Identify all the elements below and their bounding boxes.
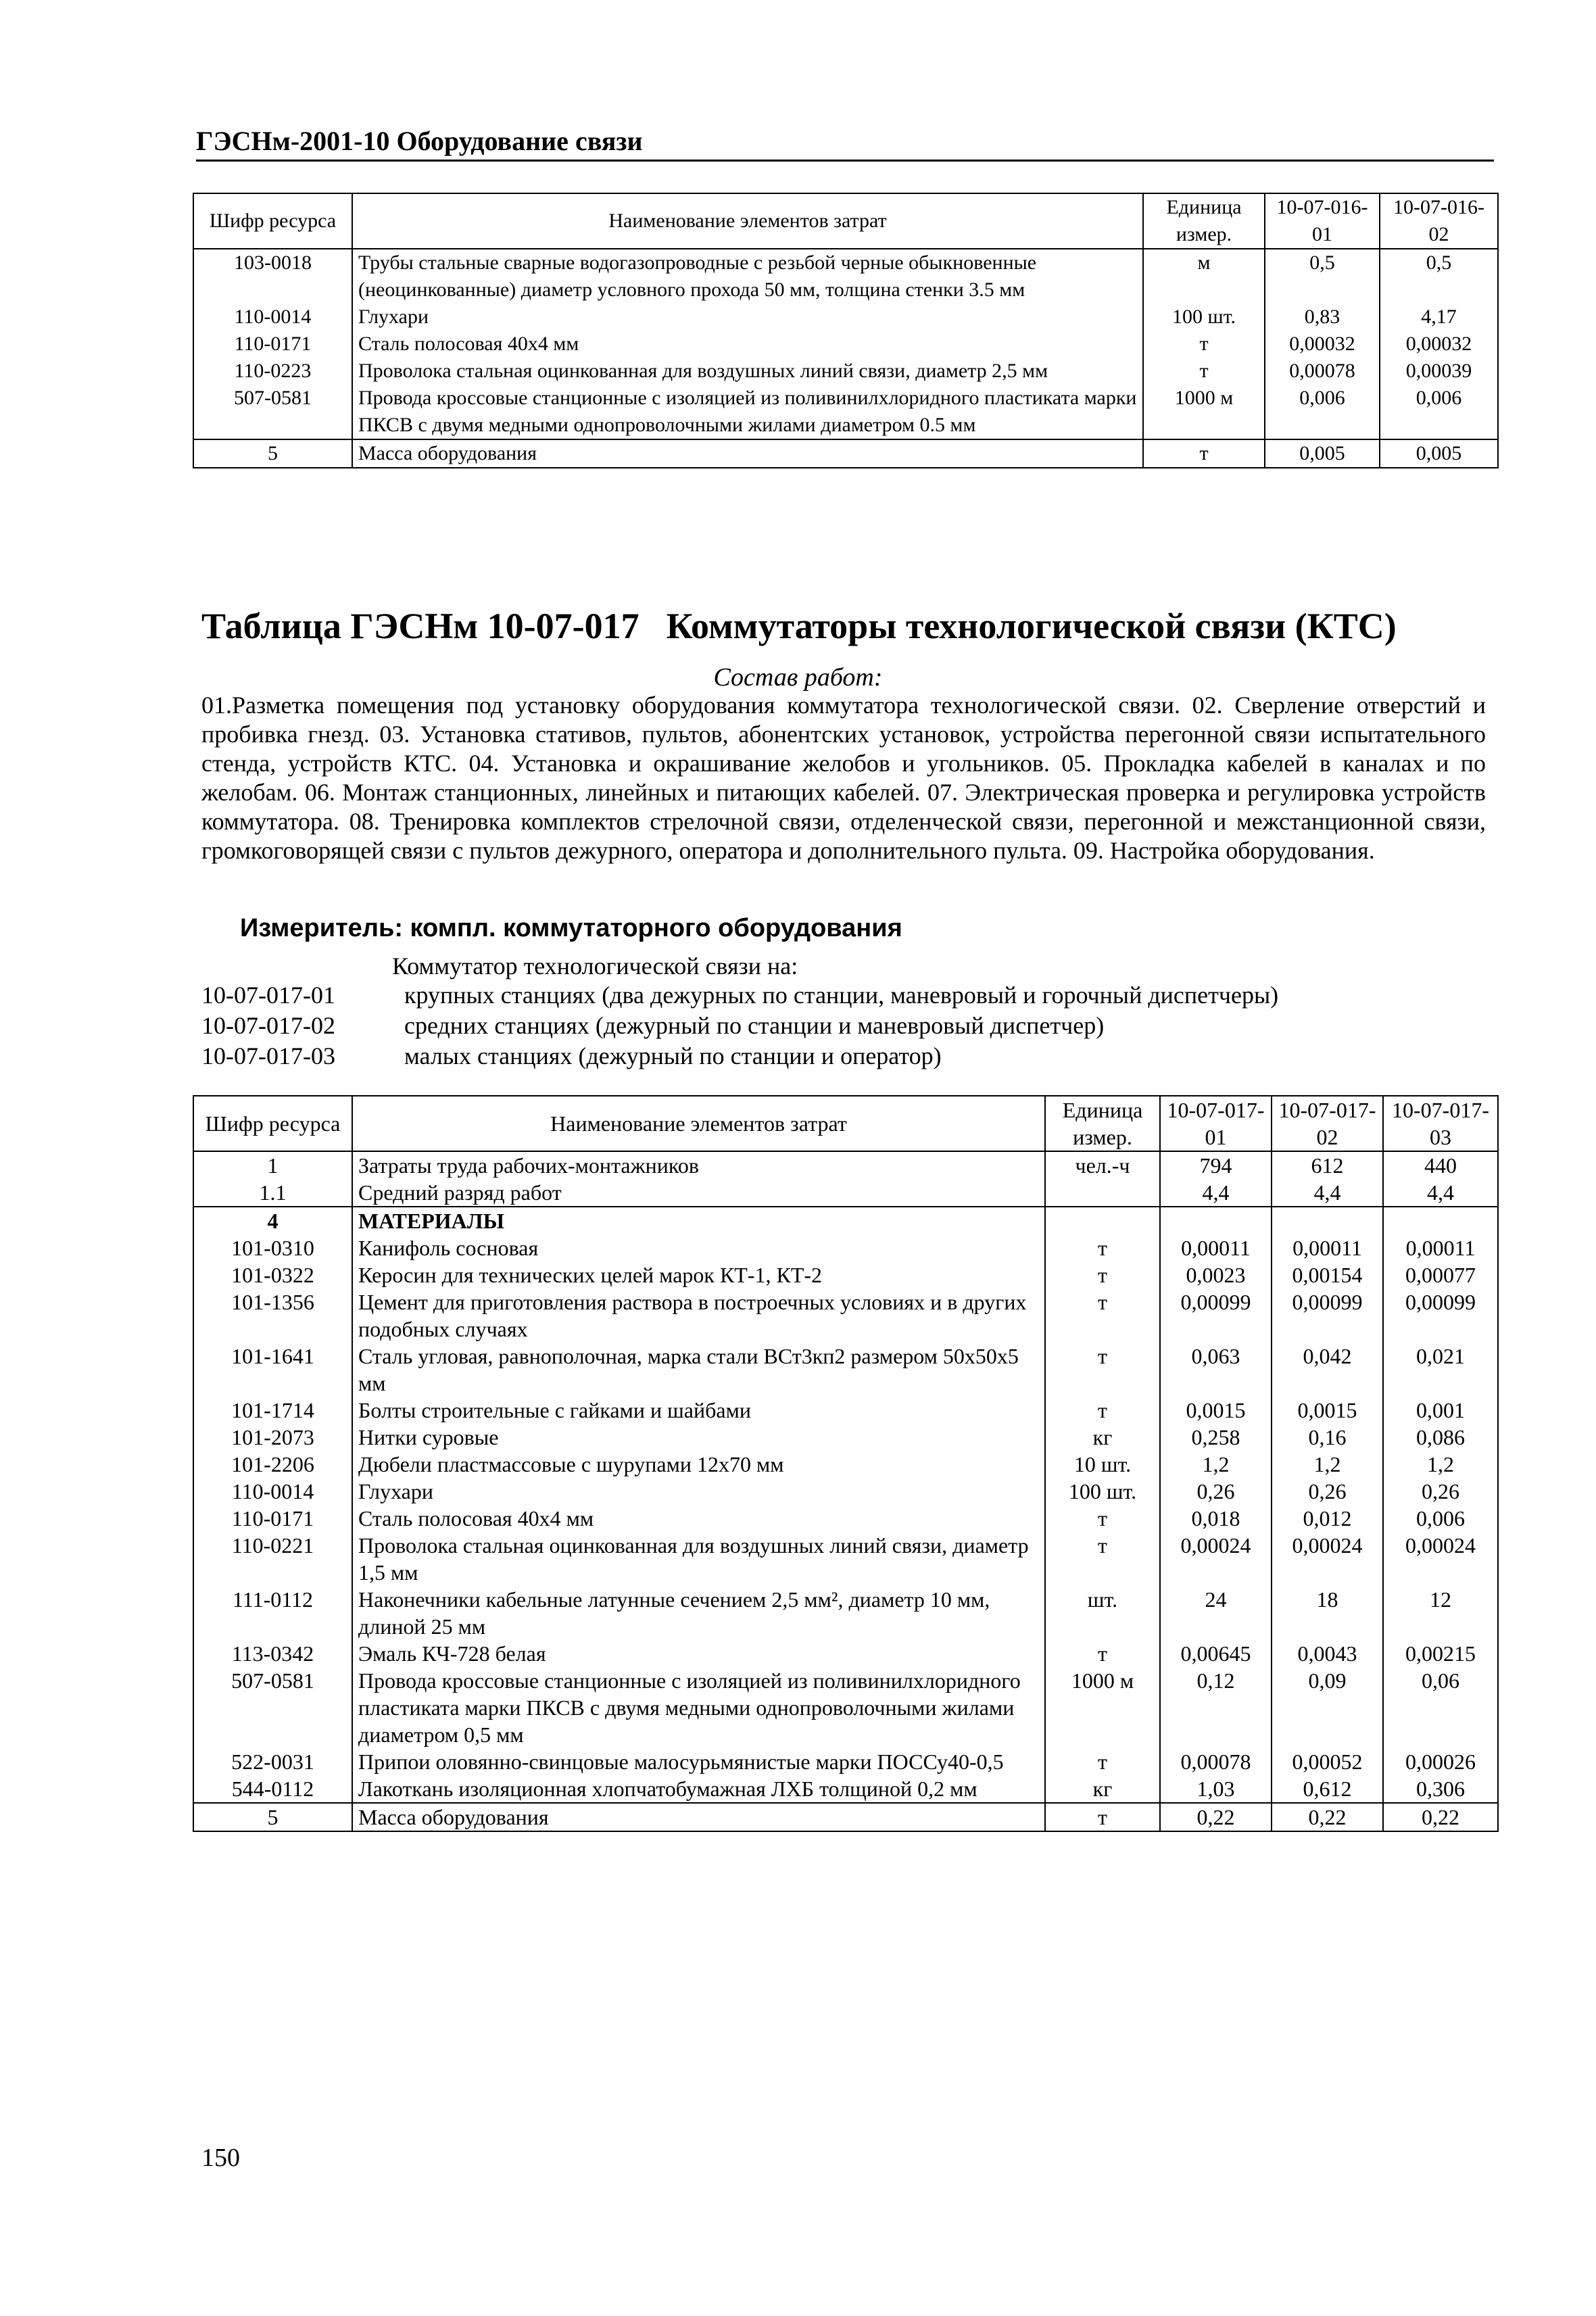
value-cell: 0,0043 [1272, 1640, 1383, 1667]
value-cell: 0,00011 [1272, 1234, 1383, 1261]
resource-code: 111-0112 [193, 1586, 352, 1640]
resource-code: 101-1641 [193, 1343, 352, 1397]
cost-element-name: Средний разряд работ [352, 1179, 1045, 1207]
item-text: средних станциях (дежурный по станции и маневровый диспетчер) [404, 1012, 1105, 1039]
column-header: Наименование элементов затрат [352, 1096, 1045, 1151]
value-cell [1383, 1207, 1498, 1234]
unit-cell: шт. [1045, 1586, 1160, 1640]
value-cell: 0,063 [1160, 1343, 1272, 1397]
value-cell: 24 [1160, 1586, 1272, 1640]
value-cell: 0,005 [1265, 439, 1380, 468]
value-cell: 0,16 [1272, 1424, 1383, 1451]
column-header: 10-07-016-02 [1380, 193, 1498, 249]
value-cell: 0,006 [1380, 385, 1498, 439]
value-cell: 0,306 [1383, 1775, 1498, 1803]
resource-code: 5 [193, 1803, 352, 1831]
value-cell: 0,00078 [1160, 1748, 1272, 1775]
value-cell: 0,042 [1272, 1343, 1383, 1397]
resource-code: 507-0581 [193, 385, 352, 439]
table-row [193, 304, 1498, 331]
value-cell: 4,4 [1272, 1179, 1383, 1207]
column-header: 10-07-017-03 [1383, 1096, 1498, 1151]
unit-cell: т [1045, 1397, 1160, 1424]
unit-cell [1045, 1179, 1160, 1207]
column-header: Единица измер. [1143, 193, 1265, 249]
item-code: 10-07-017-03 [201, 1042, 335, 1069]
value-cell: 0,00011 [1160, 1234, 1272, 1261]
column-header: 10-07-016-01 [1265, 193, 1380, 249]
value-cell: 440 [1383, 1151, 1498, 1179]
table-row [193, 1478, 1498, 1505]
value-cell: 0,00099 [1383, 1288, 1498, 1343]
unit-cell: т [1143, 331, 1265, 358]
unit-cell: м [1143, 249, 1265, 304]
value-cell: 0,06 [1383, 1667, 1498, 1748]
unit-cell: т [1143, 358, 1265, 385]
value-cell: 794 [1160, 1151, 1272, 1179]
table-row [193, 1667, 1498, 1748]
resource-code: 544-0112 [193, 1775, 352, 1803]
value-cell: 4,4 [1383, 1179, 1498, 1207]
table-row [193, 1424, 1498, 1451]
resource-table-016 [193, 193, 1499, 468]
table-row [193, 1343, 1498, 1397]
item-code: 10-07-017-02 [201, 1012, 335, 1039]
unit-cell: т [1045, 1748, 1160, 1775]
resource-code: 101-1714 [193, 1397, 352, 1424]
value-cell: 0,00039 [1380, 358, 1498, 385]
cost-element-name: Затраты труда рабочих-монтажников [352, 1151, 1045, 1179]
resource-code: 110-0014 [193, 1478, 352, 1505]
resource-code: 507-0581 [193, 1667, 352, 1748]
resource-code: 101-0322 [193, 1261, 352, 1288]
resource-code: 103-0018 [193, 249, 352, 304]
measure-unit: Измеритель: компл. коммутаторного оборудования [240, 914, 902, 942]
value-cell: 0,5 [1380, 249, 1498, 304]
code-list [201, 980, 1278, 1071]
table-row [193, 1505, 1498, 1532]
unit-cell: т [1045, 1343, 1160, 1397]
list-item [201, 980, 1278, 1011]
table-row [193, 1397, 1498, 1424]
unit-cell: т [1045, 1803, 1160, 1831]
value-cell: 0,00099 [1272, 1288, 1383, 1343]
value-cell: 0,00032 [1380, 331, 1498, 358]
unit-cell: 1000 м [1143, 385, 1265, 439]
resource-code: 113-0342 [193, 1640, 352, 1667]
list-item [201, 1041, 1278, 1071]
unit-cell: т [1045, 1288, 1160, 1343]
cost-element-name: Эмаль КЧ-728 белая [352, 1640, 1045, 1667]
table-header-row [193, 193, 1498, 249]
cost-element-name: Болты строительные с гайками и шайбами [352, 1397, 1045, 1424]
list-item [201, 1011, 1278, 1041]
value-cell: 0,00645 [1160, 1640, 1272, 1667]
resource-code: 110-0221 [193, 1532, 352, 1586]
value-cell: 12 [1383, 1586, 1498, 1640]
value-cell: 0,00052 [1272, 1748, 1383, 1775]
composition-heading: Состав работ: [713, 663, 883, 692]
cost-element-name: Цемент для приготовления раствора в построечных условиях и в других подобных случаях [352, 1288, 1045, 1343]
cost-element-name: Масса оборудования [352, 439, 1143, 468]
page-number: 150 [201, 2144, 240, 2172]
value-cell: 0,83 [1265, 304, 1380, 331]
value-cell: 612 [1272, 1151, 1383, 1179]
unit-cell: 1000 м [1045, 1667, 1160, 1748]
value-cell: 0,09 [1272, 1667, 1383, 1748]
value-cell: 0,26 [1383, 1478, 1498, 1505]
cost-element-name: Сталь угловая, равнополочная, марка стали ВСт3кп2 размером 50х50х5 мм [352, 1343, 1045, 1397]
cost-element-name: Проволока стальная оцинкованная для воздушных линий связи, диаметр 1,5 мм [352, 1532, 1045, 1586]
table-row [193, 1586, 1498, 1640]
value-cell: 0,22 [1383, 1803, 1498, 1831]
resource-code: 522-0031 [193, 1748, 352, 1775]
value-cell: 0,00024 [1383, 1532, 1498, 1586]
cost-element-name: Трубы стальные сварные водогазопроводные с резьбой черные обыкновенные (неоцинкованные) диаметр условного прохода 50 мм, толщина стенки 3.5 мм [352, 249, 1143, 304]
value-cell: 1,2 [1272, 1451, 1383, 1478]
cost-element-name: Сталь полосовая 40х4 мм [352, 331, 1143, 358]
table-row [193, 1640, 1498, 1667]
value-cell: 0,26 [1160, 1478, 1272, 1505]
value-cell [1160, 1207, 1272, 1234]
table-row [193, 1179, 1498, 1207]
unit-cell: т [1045, 1505, 1160, 1532]
column-header: 10-07-017-02 [1272, 1096, 1383, 1151]
cost-element-name: Наконечники кабельные латунные сечением 2,5 мм², диаметр 10 мм, длиной 25 мм [352, 1586, 1045, 1640]
value-cell: 4,17 [1380, 304, 1498, 331]
column-header: Наименование элементов затрат [352, 193, 1143, 249]
column-header: Единица измер. [1045, 1096, 1160, 1151]
resource-code: 1 [193, 1151, 352, 1179]
value-cell: 1,2 [1160, 1451, 1272, 1478]
column-header: Шифр ресурса [193, 1096, 352, 1151]
unit-cell: 100 шт. [1045, 1478, 1160, 1505]
table-row [193, 1748, 1498, 1775]
value-cell: 0,0015 [1160, 1397, 1272, 1424]
resource-code: 110-0171 [193, 1505, 352, 1532]
unit-cell: т [1045, 1640, 1160, 1667]
value-cell: 0,22 [1160, 1803, 1272, 1831]
value-cell: 0,086 [1383, 1424, 1498, 1451]
cost-element-name: Проволока стальная оцинкованная для воздушных линий связи, диаметр 2,5 мм [352, 358, 1143, 385]
value-cell: 0,612 [1272, 1775, 1383, 1803]
codes-intro: Коммутатор технологической связи на: [392, 952, 798, 980]
table-row [193, 1234, 1498, 1261]
cost-element-name: Керосин для технических целей марок КТ-1, КТ-2 [352, 1261, 1045, 1288]
cost-element-name: МАТЕРИАЛЫ [352, 1207, 1045, 1234]
resource-code: 101-2073 [193, 1424, 352, 1451]
value-cell: 0,00078 [1265, 358, 1380, 385]
value-cell: 0,006 [1265, 385, 1380, 439]
table-title [201, 605, 1397, 647]
resource-table-017 [193, 1095, 1499, 1832]
unit-cell [1045, 1207, 1160, 1234]
table-row [193, 439, 1498, 468]
value-cell: 0,0023 [1160, 1261, 1272, 1288]
value-cell: 18 [1272, 1586, 1383, 1640]
value-cell [1272, 1207, 1383, 1234]
resource-code: 1.1 [193, 1179, 352, 1207]
resource-code: 110-0223 [193, 358, 352, 385]
cost-element-name: Сталь полосовая 40х4 мм [352, 1505, 1045, 1532]
table-row [193, 358, 1498, 385]
value-cell: 0,5 [1265, 249, 1380, 304]
table-header-row [193, 1096, 1498, 1151]
item-text: крупных станциях (два дежурных по станции, маневровый и горочный диспетчеры) [404, 982, 1279, 1009]
cost-element-name: Нитки суровые [352, 1424, 1045, 1451]
value-cell: 0,021 [1383, 1343, 1498, 1397]
table-row [193, 1261, 1498, 1288]
table-row [193, 249, 1498, 304]
value-cell: 0,00154 [1272, 1261, 1383, 1288]
value-cell: 1,03 [1160, 1775, 1272, 1803]
resource-code: 101-2206 [193, 1451, 352, 1478]
unit-cell: чел.-ч [1045, 1151, 1160, 1179]
value-cell: 0,00011 [1383, 1234, 1498, 1261]
value-cell: 0,00215 [1383, 1640, 1498, 1667]
value-cell: 1,2 [1383, 1451, 1498, 1478]
value-cell: 0,22 [1272, 1803, 1383, 1831]
item-text: малых станциях (дежурный по станции и оператор) [404, 1042, 942, 1069]
table-row [193, 1207, 1498, 1234]
cost-element-name: Лакоткань изоляционная хлопчатобумажная ЛХБ толщиной 0,2 мм [352, 1775, 1045, 1803]
unit-cell: т [1045, 1261, 1160, 1288]
resource-code: 5 [193, 439, 352, 468]
value-cell: 0,00024 [1272, 1532, 1383, 1586]
value-cell: 0,018 [1160, 1505, 1272, 1532]
value-cell: 0,00077 [1383, 1261, 1498, 1288]
unit-cell: т [1045, 1532, 1160, 1586]
table-row [193, 1288, 1498, 1343]
table-row [193, 1532, 1498, 1586]
value-cell: 0,258 [1160, 1424, 1272, 1451]
cost-element-name: Масса оборудования [352, 1803, 1045, 1831]
resource-code: 101-1356 [193, 1288, 352, 1343]
unit-cell: 100 шт. [1143, 304, 1265, 331]
table-title-name: Коммутаторы технологической связи (КТС) [666, 606, 1397, 646]
column-header: 10-07-017-01 [1160, 1096, 1272, 1151]
value-cell: 0,00032 [1265, 331, 1380, 358]
unit-cell: т [1143, 439, 1265, 468]
table-row [193, 1151, 1498, 1179]
composition-text: 01.Разметка помещения под установку оборудования коммутатора технологической связи. 02. Сверление отверстий и пробивка гнезд. 03. Установка стативов, пультов, абонентских установок, устройства перегонной связи испытательного стенда, устройств КТС. 04. Установка и окрашивание желобов и угольников. 05. Прокладка кабелей в каналах и по желобам. 06. Монтаж станционных, линейных и питающих кабелей. 07. Электрическая проверка и регулировка устройств коммутатора. 08. Тренировка комплектов стрелочной связи, отделенческой связи, перегонной и межстанционной связи, громкоговорящей связи с пультов дежурного, оператора и дополнительного пульта. 09. Настройка оборудования. [201, 692, 1486, 864]
item-code: 10-07-017-01 [201, 982, 335, 1009]
resource-code: 4 [193, 1207, 352, 1234]
column-header: Шифр ресурса [193, 193, 352, 249]
value-cell: 0,001 [1383, 1397, 1498, 1424]
unit-cell: 10 шт. [1045, 1451, 1160, 1478]
cost-element-name: Припои оловянно-свинцовые малосурьмянистые марки ПОССу40-0,5 [352, 1748, 1045, 1775]
unit-cell: кг [1045, 1424, 1160, 1451]
table-row [193, 1803, 1498, 1831]
cost-element-name: Глухари [352, 304, 1143, 331]
table-title-code: Таблица ГЭСНм 10-07-017 [201, 606, 639, 646]
cost-element-name: Канифоль сосновая [352, 1234, 1045, 1261]
unit-cell: кг [1045, 1775, 1160, 1803]
unit-cell: т [1045, 1234, 1160, 1261]
value-cell: 0,12 [1160, 1667, 1272, 1748]
resource-code: 110-0171 [193, 331, 352, 358]
value-cell: 0,00099 [1160, 1288, 1272, 1343]
value-cell: 0,26 [1272, 1478, 1383, 1505]
table-row [193, 385, 1498, 439]
resource-code: 110-0014 [193, 304, 352, 331]
value-cell: 0,006 [1383, 1505, 1498, 1532]
cost-element-name: Провода кроссовые станционные с изоляцией из поливинилхлоридного пластиката марки ПКСВ с двумя медными однопроволочными жилами диаметром 0,5 мм [352, 1667, 1045, 1748]
cost-element-name: Глухари [352, 1478, 1045, 1505]
cost-element-name: Провода кроссовые станционные с изоляцией из поливинилхлоридного пластиката марки ПКСВ с двумя медными однопроволочными жилами диаметром 0.5 мм [352, 385, 1143, 439]
value-cell: 4,4 [1160, 1179, 1272, 1207]
table-row [193, 1451, 1498, 1478]
table-row [193, 1775, 1498, 1803]
value-cell: 0,0015 [1272, 1397, 1383, 1424]
value-cell: 0,00024 [1160, 1532, 1272, 1586]
value-cell: 0,012 [1272, 1505, 1383, 1532]
cost-element-name: Дюбели пластмассовые с шурупами 12х70 мм [352, 1451, 1045, 1478]
page-header: ГЭСНм-2001-10 Оборудование связи [196, 125, 1494, 162]
resource-code: 101-0310 [193, 1234, 352, 1261]
value-cell: 0,00026 [1383, 1748, 1498, 1775]
value-cell: 0,005 [1380, 439, 1498, 468]
table-row [193, 331, 1498, 358]
